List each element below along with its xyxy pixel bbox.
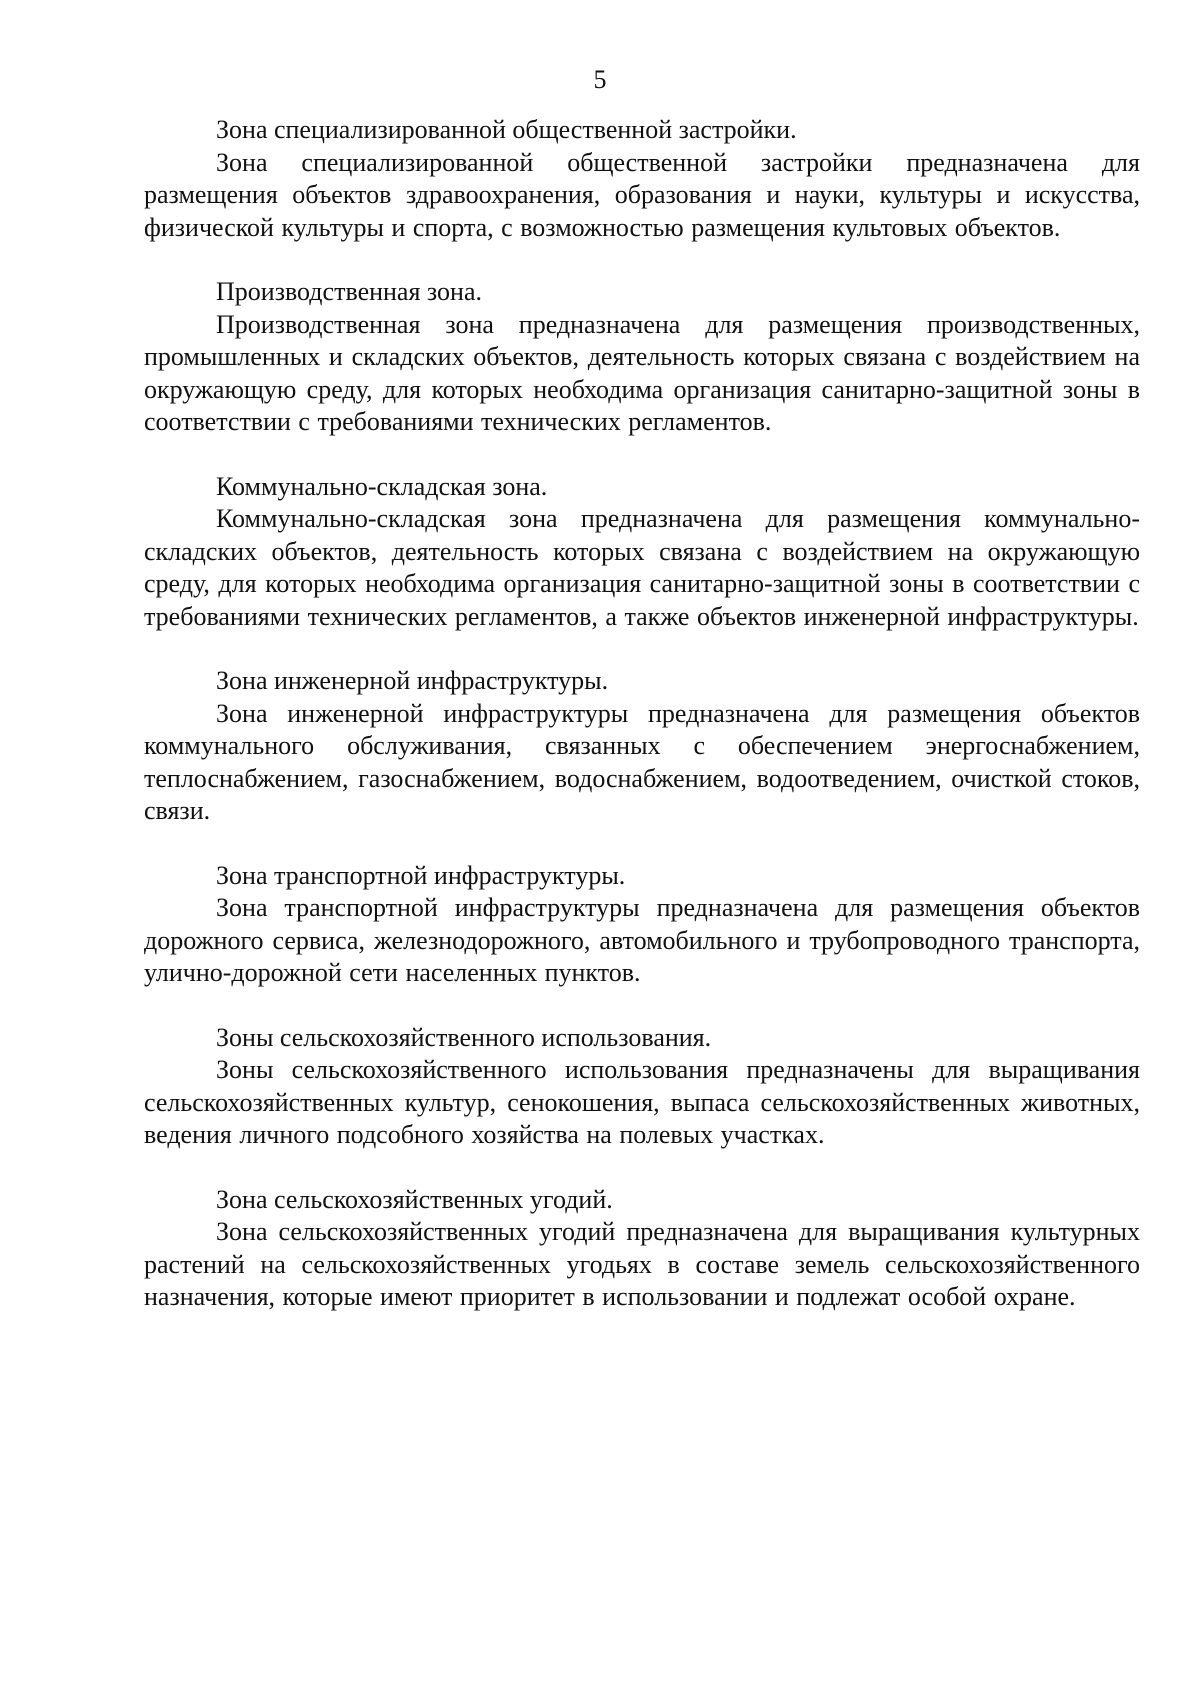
section-paragraph: Зоны сельскохозяйственного использования предназначены для выращивания сельскохозяйственных культур, сенокошения, выпаса сельскохозяйственных животных, ведения личного подсобного хозяйства на полевых участках. bbox=[144, 1055, 1140, 1149]
section-heading: Производственная зона. bbox=[216, 277, 483, 306]
section-transport-infrastructure-zone bbox=[144, 860, 1140, 990]
section-agricultural-use-zones bbox=[144, 1022, 1140, 1152]
section-paragraph: Зона сельскохозяйственных угодий предназначена для выращивания культурных растений на сельскохозяйственных угодьях в составе земель сельскохозяйственного назначения, которые имеют приоритет в использовании и подлежат особой охране. bbox=[144, 1217, 1140, 1311]
section-heading: Зона транспортной инфраструктуры. bbox=[216, 860, 626, 890]
document-content bbox=[144, 114, 1140, 1314]
section-paragraph: Зона инженерной инфраструктуры предназначена для размещения объектов коммунального обслуживания, связанных с обеспечением энергоснабжением, теплоснабжением, газоснабжением, водоснабжением, водоотведением, очисткой стоков, связи. bbox=[144, 698, 1140, 825]
section-agricultural-land-zone bbox=[144, 1184, 1140, 1314]
section-specialized-public-zone bbox=[144, 114, 1140, 244]
section-paragraph: Зона транспортной инфраструктуры предназначена для размещения объектов дорожного сервиса, железнодорожного, автомобильного и трубопроводного транспорта, улично-дорожной сети населенных пунктов. bbox=[144, 893, 1140, 987]
section-heading: Зоны сельскохозяйственного использования. bbox=[216, 1022, 712, 1052]
section-engineering-infrastructure-zone bbox=[144, 665, 1140, 828]
page-number: 5 bbox=[593, 65, 607, 94]
section-heading: Коммунально-складская зона. bbox=[216, 471, 548, 501]
section-paragraph: Зона специализированной общественной застройки предназначена для размещения объектов здравоохранения, образования и науки, культуры и искусства, физической культуры и спорта, с возможностью размещения культовых объектов. bbox=[144, 147, 1140, 242]
section-heading: Зона инженерной инфраструктуры. bbox=[216, 666, 609, 695]
section-heading: Зона сельскохозяйственных угодий. bbox=[216, 1184, 613, 1214]
section-production-zone bbox=[144, 276, 1140, 439]
section-communal-warehouse-zone bbox=[144, 471, 1140, 634]
section-paragraph: Производственная зона предназначена для размещения производственных, промышленных и складских объектов, деятельность которых связана с воздействием на окружающую среду, для которых необходима организация санитарно-защитной зоны в соответствии с требованиями технических регламентов. bbox=[144, 309, 1140, 436]
section-paragraph: Коммунально-складская зона предназначена для размещения коммунально-складских объектов, деятельность которых связана с воздействием на окружающую среду, для которых необходима организация санитарно-защитной зоны в соответствии с требованиями технических регламентов, а также объектов инженерной инфраструктуры. bbox=[144, 504, 1140, 631]
section-heading: Зона специализированной общественной застройки. bbox=[216, 115, 797, 144]
